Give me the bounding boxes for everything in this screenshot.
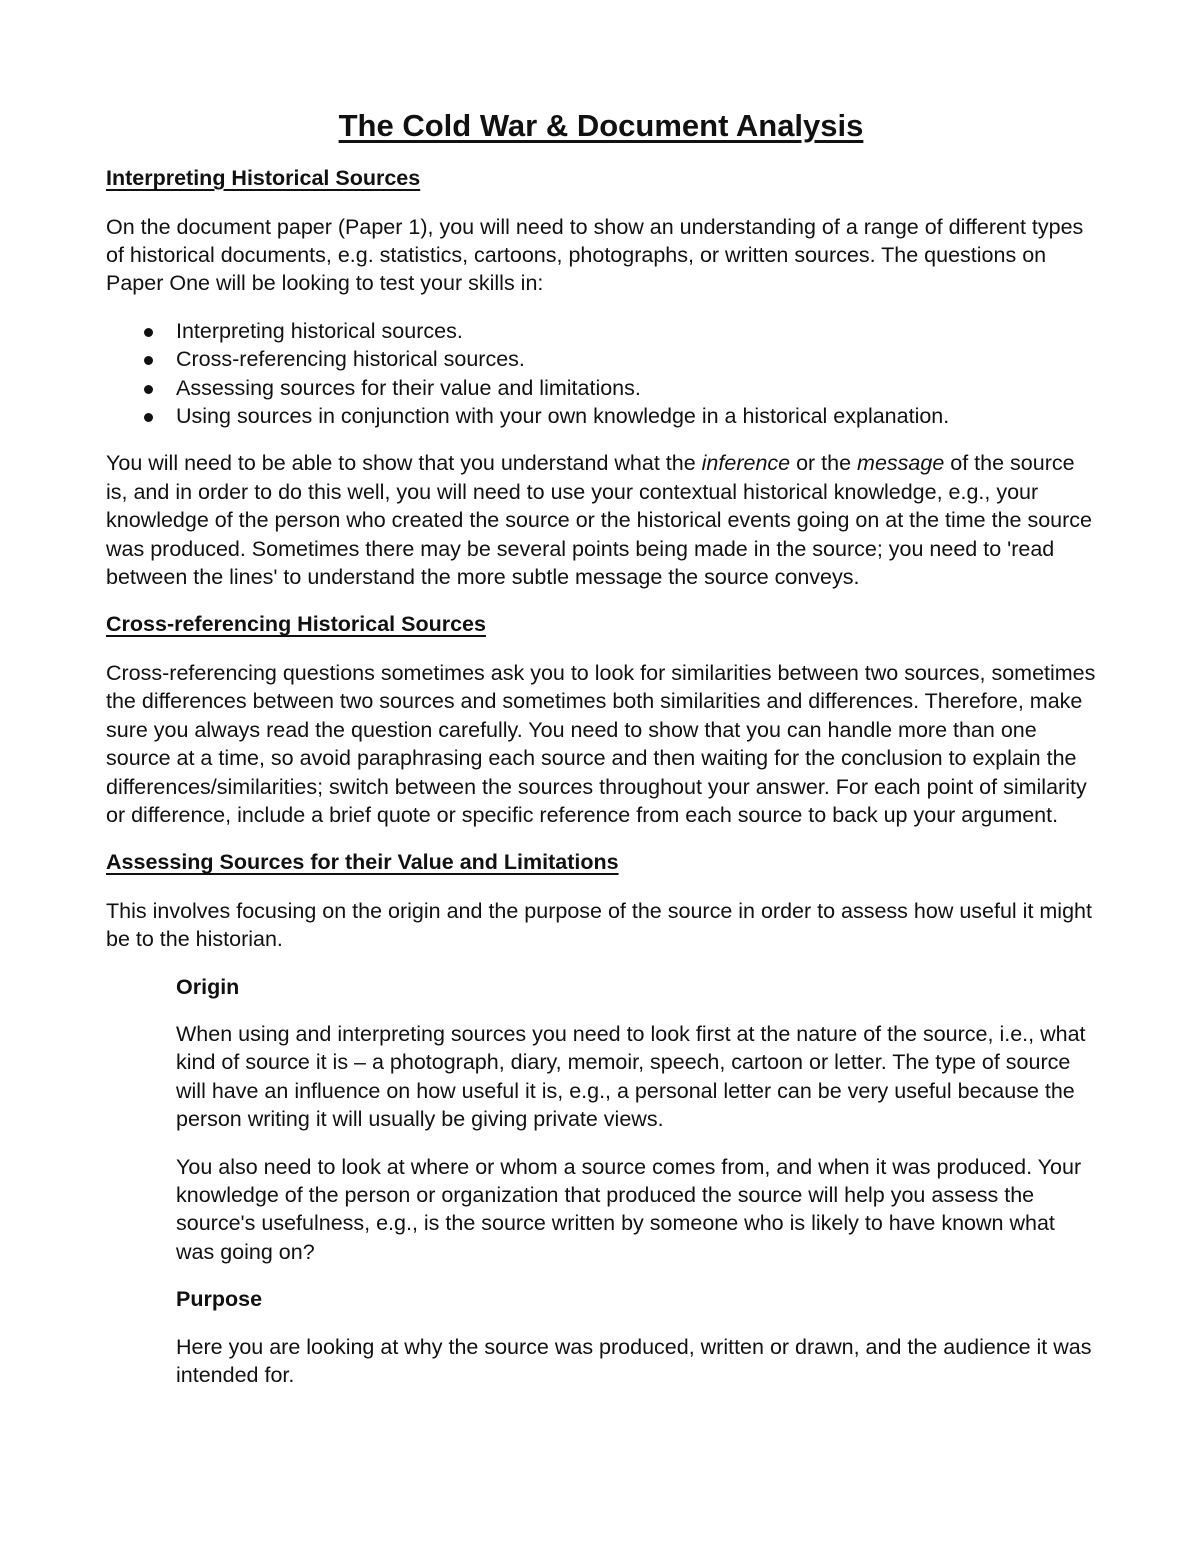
section-heading-assessing: Assessing Sources for their Value and Limitations [106, 850, 619, 875]
paragraph-text: of the source is, and in order to do this well, you will need to use your contextual historical knowledge, e.g., your knowledge of the person who created the source or the historical events going on at the time the source was produced. Sometimes there may be several points being made in the source; you need to 'read between the lines' to understand the more subtle message the source conveys. [106, 451, 1093, 589]
skills-list [106, 317, 1096, 431]
paragraph-text: or the [790, 451, 858, 476]
list-item: Using sources in conjunction with your own knowledge in a historical explanation. [106, 402, 1096, 430]
assessing-intro-paragraph: This involves focusing on the origin and the purpose of the source in order to assess how useful it might be to the historian. [106, 898, 1092, 952]
origin-purpose-block [176, 973, 1096, 1390]
origin-paragraph-1: When using and interpreting sources you need to look first at the nature of the source, i.e., what kind of source it is – a photograph, diary, memoir, speech, cartoon or letter. The type of source will have an influence on how useful it is, e.g., a personal letter can be very useful because the person writing it will usually be giving private views. [176, 1022, 1086, 1132]
message-term: message [857, 451, 945, 476]
paragraph-text: You will need to be able to show that you understand what the [106, 451, 702, 476]
page-title: The Cold War & Document Analysis [338, 108, 864, 143]
list-item: Interpreting historical sources. [106, 317, 1096, 345]
section-intro-paragraph: On the document paper (Paper 1), you will need to show an understanding of a range of different types of historical documents, e.g. statistics, cartoons, photographs, or written sources. The questions on Paper One will be looking to test your skills in: [106, 214, 1084, 296]
inference-term: inference [701, 451, 791, 476]
origin-paragraph-2: You also need to look at where or whom a source comes from, and when it was produced. Your knowledge of the person or organization that produced the source will help you assess the source's usefulness, e.g., is the source written by someone who is likely to have known what was going on? [176, 1154, 1082, 1264]
purpose-paragraph: Here you are looking at why the source was produced, written or drawn, and the audience it was intended for. [176, 1334, 1092, 1388]
purpose-heading: Purpose [176, 1287, 263, 1312]
list-item: Cross-referencing historical sources. [106, 345, 1096, 373]
inference-paragraph [106, 449, 1096, 591]
cross-referencing-paragraph: Cross-referencing questions sometimes ask you to look for similarities between two sources, sometimes the differences between two sources and sometimes both similarities and differences. Therefore, make sure you always read the question carefully. You need to show that you can handle more than one source at a time, so avoid paraphrasing each source and then waiting for the conclusion to explain the differences/similarities; switch between the sources throughout your answer. For each point of similarity or difference, include a brief quote or specific reference from each source to back up your argument. [106, 660, 1096, 827]
document-page [106, 102, 1096, 1409]
origin-heading: Origin [176, 974, 240, 999]
list-item: Assessing sources for their value and limitations. [106, 374, 1096, 402]
section-heading-interpreting: Interpreting Historical Sources [106, 166, 421, 190]
section-heading-cross-referencing: Cross-referencing Historical Sources [106, 612, 486, 637]
